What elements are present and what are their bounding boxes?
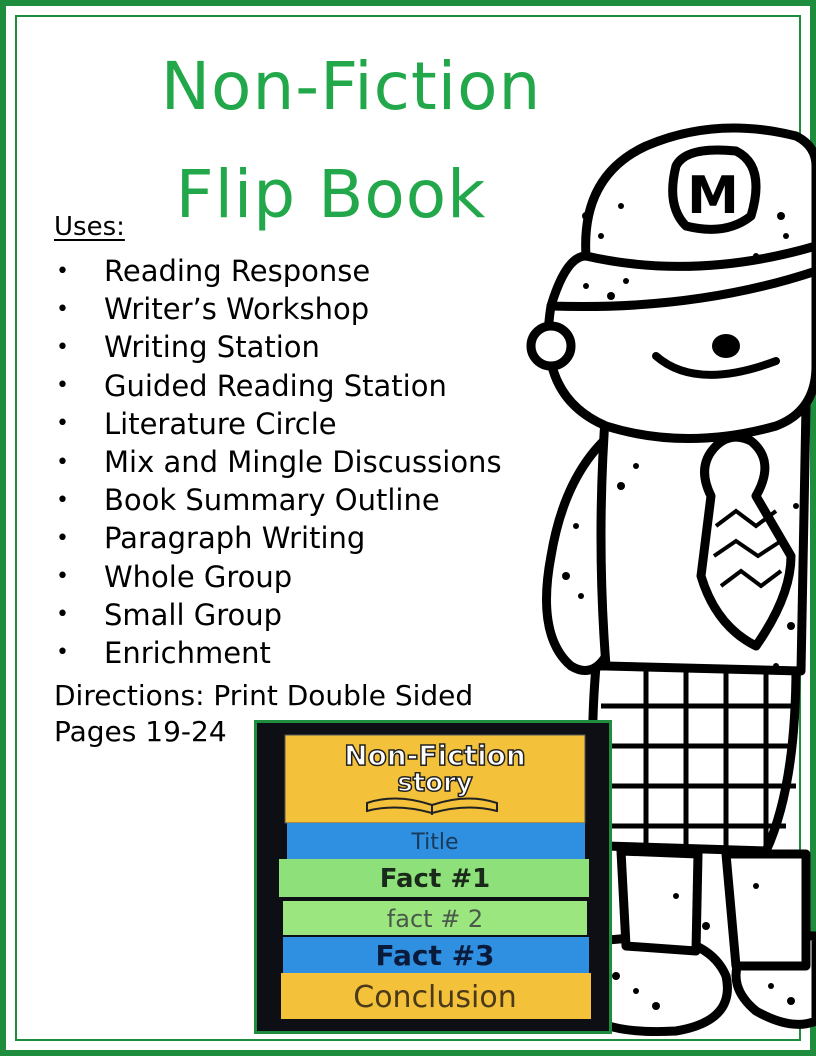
uses-list-item	[54, 328, 502, 366]
uses-list-item	[54, 252, 502, 290]
tab-fact-3-label: Fact #3	[375, 939, 495, 972]
bullet-icon: •	[56, 411, 69, 437]
uses-list-item	[54, 519, 502, 557]
uses-list-item	[54, 290, 502, 328]
bullet-icon: •	[56, 564, 69, 590]
uses-list-item-label: Literature Circle	[104, 406, 337, 441]
directions-line-2: Pages 19-24	[54, 715, 227, 748]
tab-title-label: Title	[411, 830, 459, 855]
bullet-icon: •	[56, 640, 69, 666]
bullet-icon: •	[56, 334, 69, 360]
uses-list-item	[54, 558, 502, 596]
directions-line-1: Directions: Print Double Sided	[54, 679, 474, 712]
title-line-1: Non-Fiction	[160, 48, 542, 125]
uses-list-item	[54, 367, 502, 405]
cover-title-line-1: Non-Fiction	[344, 739, 526, 772]
uses-list-item-label: Small Group	[104, 597, 283, 632]
bullet-icon: •	[56, 487, 69, 513]
bullet-icon: •	[56, 602, 69, 628]
uses-list	[54, 252, 502, 672]
tab-fact-2-label: fact # 2	[386, 905, 484, 933]
bullet-icon: •	[56, 525, 69, 551]
cover-title-line-2: story	[397, 768, 473, 798]
uses-list-item-label: Writing Station	[104, 330, 320, 365]
uses-list-item-label: Mix and Mingle Discussions	[104, 445, 502, 480]
uses-list-item-label: Book Summary Outline	[104, 483, 440, 518]
bullet-icon: •	[56, 449, 69, 475]
title-line-2: Flip Book	[175, 156, 487, 233]
uses-list-item	[54, 405, 502, 443]
uses-list-item-label: Paragraph Writing	[104, 521, 366, 556]
uses-list-item-label: Enrichment	[104, 635, 271, 670]
bullet-icon: •	[56, 373, 69, 399]
bullet-icon: •	[56, 296, 69, 322]
uses-heading: Uses:	[54, 212, 125, 242]
bullet-icon: •	[56, 258, 69, 284]
flip-book-photo	[254, 720, 612, 1034]
uses-list-item	[54, 634, 502, 672]
tab-fact-1-label: Fact #1	[379, 864, 491, 894]
uses-list-item	[54, 443, 502, 481]
uses-list-item-label: Whole Group	[104, 559, 293, 594]
cap-letter: M	[687, 166, 739, 226]
uses-list-item-label: Reading Response	[104, 254, 371, 289]
tab-conclusion-label: Conclusion	[353, 980, 517, 1015]
uses-list-item-label: Writer’s Workshop	[104, 292, 370, 327]
uses-list-item	[54, 481, 502, 519]
uses-list-item	[54, 596, 502, 634]
uses-list-item-label: Guided Reading Station	[104, 368, 447, 403]
